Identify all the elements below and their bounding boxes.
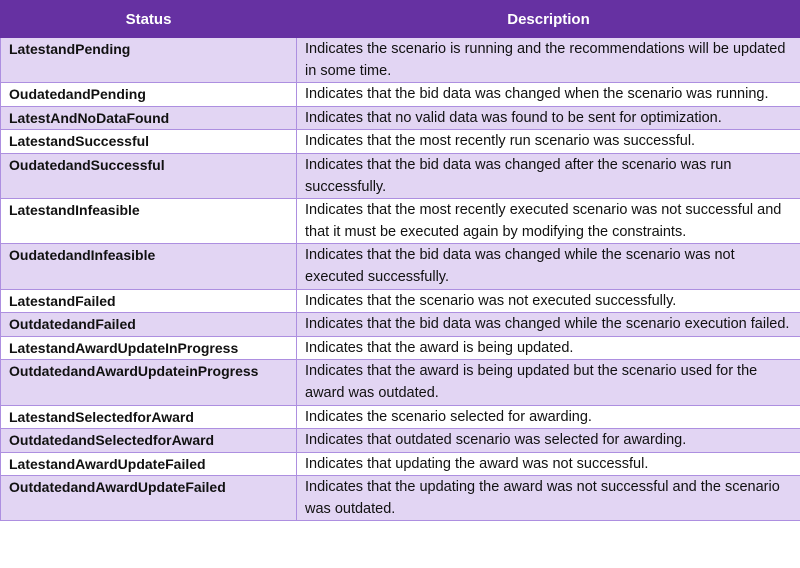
header-row [1,1,800,38]
status-cell: LatestandAwardUpdateInProgress [1,336,297,360]
status-cell: LatestandSelectedforAward [1,405,297,429]
status-cell: OutdatedandAwardUpdateFailed [1,476,297,521]
table-row [1,452,800,476]
status-cell: OutdatedandSelectedforAward [1,429,297,453]
status-cell: OutdatedandAwardUpdateinProgress [1,360,297,405]
description-cell: Indicates that no valid data was found to be sent for optimization. [297,106,800,130]
description-cell: Indicates that the scenario was not executed successfully. [297,289,800,313]
table-row [1,199,800,244]
status-cell: LatestandPending [1,38,297,83]
table-row [1,360,800,405]
description-cell: Indicates the scenario is running and the recommendations will be updated in some time. [297,38,800,83]
table-row [1,153,800,198]
table-row [1,476,800,521]
status-cell: OudatedandSuccessful [1,153,297,198]
status-cell: OudatedandInfeasible [1,244,297,289]
description-cell: Indicates that the award is being updated. [297,336,800,360]
description-cell: Indicates that the award is being updated but the scenario used for the award was outdated. [297,360,800,405]
status-header: Status [1,1,297,38]
description-cell: Indicates that updating the award was not successful. [297,452,800,476]
table-row [1,289,800,313]
table-row [1,405,800,429]
description-header: Description [297,1,800,38]
status-cell: OutdatedandFailed [1,313,297,337]
table-row [1,429,800,453]
table-row [1,106,800,130]
status-cell: LatestandInfeasible [1,199,297,244]
status-cell: LatestandSuccessful [1,130,297,154]
description-cell: Indicates that the bid data was changed when the scenario was running. [297,83,800,107]
description-cell: Indicates that the bid data was changed after the scenario was run successfully. [297,153,800,198]
table-row [1,313,800,337]
status-cell: OudatedandPending [1,83,297,107]
table-row [1,38,800,83]
table-row [1,336,800,360]
status-cell: LatestandAwardUpdateFailed [1,452,297,476]
status-cell: LatestandFailed [1,289,297,313]
table-row [1,130,800,154]
description-cell: Indicates the scenario selected for awarding. [297,405,800,429]
description-cell: Indicates that the bid data was changed while the scenario execution failed. [297,313,800,337]
table-row [1,244,800,289]
description-cell: Indicates that outdated scenario was selected for awarding. [297,429,800,453]
description-cell: Indicates that the most recently run scenario was successful. [297,130,800,154]
status-cell: LatestAndNoDataFound [1,106,297,130]
description-cell: Indicates that the bid data was changed while the scenario was not executed successfully. [297,244,800,289]
table-row [1,83,800,107]
description-cell: Indicates that the updating the award was not successful and the scenario was outdated. [297,476,800,521]
description-cell: Indicates that the most recently executed scenario was not successful and that it must be executed again by modifying the constraints. [297,199,800,244]
